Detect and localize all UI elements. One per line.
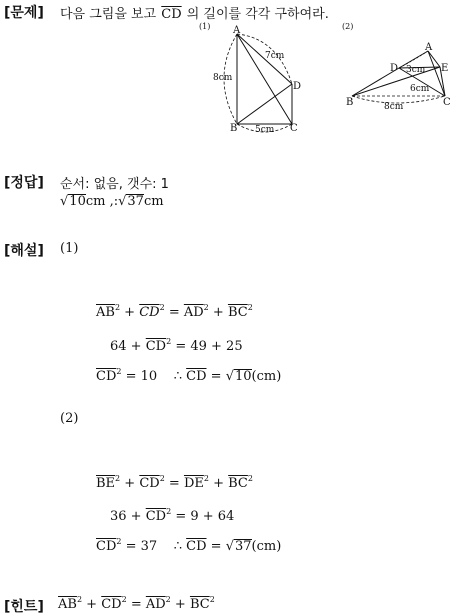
hint-equation: $\overline{AB}^2 + \overline{CD}^2 = \overline{AD}^2 + \overline{BC}^2$: [58, 595, 215, 612]
answer2-unit: cm: [143, 194, 164, 209]
eq3-mid: = 37: [125, 539, 158, 554]
answer-tag: [정답]: [4, 175, 44, 191]
solution-part2-eq2: $36 + \overline{CD}^2 = 9 + 64$: [110, 507, 235, 524]
fig2-seg-AE: [428, 51, 440, 67]
answer-values: [60, 194, 164, 209]
seg-cd: $\overline{CD}$: [145, 339, 167, 354]
eq3-mid: = 10: [125, 369, 158, 384]
seg-de: $\overline{DE}$: [183, 476, 204, 491]
seg-be: $\overline{BE}$: [96, 476, 116, 491]
solution-part1-eq3: $\overline{CD}^2 = 10$ ∴ $\overline{CD} = √10(cm)$: [96, 367, 282, 384]
seg-bc: $\overline{BC}$: [228, 476, 248, 491]
answer-line1: 순서: 없음, 갯수: 1: [60, 177, 169, 192]
seg-cd: $\overline{CD}$: [139, 305, 160, 320]
eq3-equals: =: [210, 369, 222, 384]
answer2-radicand: 37: [127, 194, 144, 209]
fig1-length-BC: 5cm: [255, 125, 275, 135]
fig1-seg-BD: [237, 84, 292, 124]
seg-ad: $\overline{AD}$: [145, 597, 166, 612]
therefore-symbol: ∴: [173, 369, 182, 384]
eq2-lead: 36 +: [110, 509, 142, 524]
eq2-rhs: = 49 + 25: [175, 339, 243, 354]
seg-ab: $\overline{AB}$: [96, 305, 115, 320]
sqrt-symbol: √: [225, 539, 234, 554]
sqrt-symbol: √: [60, 194, 69, 209]
fig1-label-A: A: [233, 25, 241, 36]
seg-cd: $\overline{CD}$: [96, 369, 117, 384]
solution-part1-label: (1): [60, 241, 79, 256]
seg-ad: $\overline{AD}$: [183, 305, 204, 320]
seg-cd: $\overline{CD}$: [96, 539, 117, 554]
answer1-radicand: 10: [69, 194, 86, 209]
question-text-after: 의 길이를 각각 구하여라.: [186, 7, 329, 22]
fig1-label-C: C: [290, 123, 298, 134]
solution-part1-eq2: $64 + \overline{CD}^2 = 49 + 25$: [110, 337, 243, 354]
fig1-seg-AC: [237, 34, 292, 124]
seg-cd: $\overline{CD}$: [145, 509, 167, 524]
eq3-radicand: 10: [235, 369, 252, 384]
fig1-length-AD: 7cm: [265, 51, 285, 61]
solution-part2-label: (2): [60, 411, 79, 426]
eq3-radicand: 37: [235, 539, 252, 554]
fig2-label-D: D: [390, 63, 399, 74]
seg-ab: $\overline{AB}$: [58, 597, 77, 612]
fig2-label-E: E: [441, 63, 449, 74]
seg-cd: $\overline{CD}$: [139, 476, 160, 491]
seg-cd: $\overline{CD}$: [101, 597, 122, 612]
seg-cd: $\overline{CD}$: [186, 369, 207, 384]
solution-part2-eq3: $\overline{CD}^2 = 37$ ∴ $\overline{CD} = √37(cm)$: [96, 537, 282, 554]
fig2-length-AD: 6cm: [410, 84, 430, 94]
solution-part2-eq1: $\overline{BE}^2 + \overline{CD}^2 = \overline{DE}^2 + \overline{BC}^2$: [96, 474, 253, 491]
question-tag: [문제]: [4, 5, 44, 21]
answer1-unit: cm: [85, 194, 106, 209]
eq3-unit: (cm): [251, 539, 282, 554]
solution-part1-eq1: $\overline{AB}^2 + \overline{CD}^2 = \overline{AD}^2 + \overline{BC}^2$: [96, 303, 253, 320]
therefore-symbol: ∴: [173, 539, 182, 554]
fig1-number: (1): [199, 22, 211, 31]
fig2-label-A: A: [425, 42, 433, 53]
fig1-label-B: B: [230, 123, 238, 134]
sqrt-symbol: √: [225, 369, 234, 384]
seg-cd: $\overline{CD}$: [186, 539, 207, 554]
fig1-label-D: D: [293, 81, 302, 92]
fig2-label-B: B: [346, 97, 354, 108]
hint-tag: [힌트]: [4, 599, 44, 615]
solution-tag: [해설]: [4, 243, 44, 259]
fig2-length-DE: 3cm: [406, 65, 426, 75]
sqrt-symbol: √: [118, 194, 127, 209]
question-text-before: 다음 그림을 보고: [60, 7, 157, 22]
question-segment: $\overline{CD}$: [161, 7, 182, 22]
answer-separator: ,:: [109, 194, 119, 209]
eq2-lead: 64 +: [110, 339, 142, 354]
eq3-equals: =: [210, 539, 222, 554]
figure-1: [195, 20, 305, 145]
eq3-unit: (cm): [251, 369, 282, 384]
seg-bc: $\overline{BC}$: [227, 305, 248, 320]
figure-2: [340, 20, 451, 110]
fig1-length-AB: 8cm: [213, 73, 233, 83]
seg-bc: $\overline{BC}$: [189, 597, 210, 612]
eq2-rhs: = 9 + 64: [175, 509, 235, 524]
fig2-number: (2): [342, 22, 354, 31]
fig2-length-BC: 8cm: [384, 102, 404, 110]
fig2-label-C: C: [443, 97, 451, 108]
